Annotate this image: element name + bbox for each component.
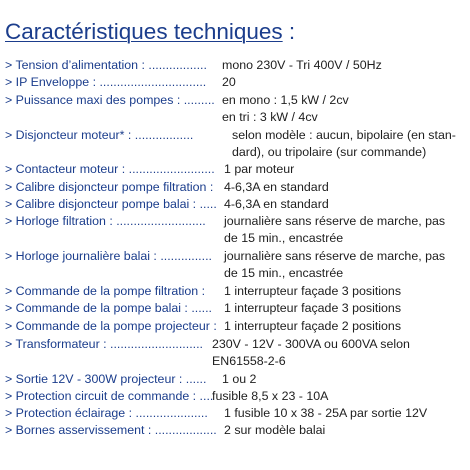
spec-value-line: 1 par moteur — [224, 162, 295, 176]
spec-value — [224, 161, 294, 178]
spec-label: > Disjoncteur moteur* : ................. — [5, 128, 194, 142]
spec-label: > Tension d’alimentation : ................. — [5, 58, 207, 72]
spec-value-line: 4-6,3A en standard — [224, 197, 329, 211]
spec-value — [224, 300, 401, 317]
spec-value-line: EN61558-2-6 — [212, 354, 286, 369]
title-text: Caractéristiques techniques — [5, 19, 283, 44]
spec-label: > Commande de la pompe balai : ...... — [5, 301, 212, 315]
spec-value-line: de 15 min., encastrée — [224, 266, 344, 281]
spec-label: > Transformateur : ........................... — [5, 337, 203, 351]
spec-label: > Commande de la pompe projecteur : — [5, 319, 217, 333]
spec-value — [224, 248, 445, 282]
spec-label: > Puissance maxi des pompes : ......... — [5, 93, 215, 107]
spec-label: > Sortie 12V - 300W projecteur : ...... — [5, 372, 207, 386]
spec-value — [224, 283, 401, 300]
spec-label: > Horloge journalière balai : ............... — [5, 249, 212, 263]
spec-value-line: 230V - 12V - 300VA ou 600VA selon — [212, 337, 410, 351]
spec-value-line: dard), ou tripolaire (sur commande) — [232, 145, 427, 160]
page-title — [5, 18, 465, 46]
spec-value-line: mono 230V - Tri 400V / 50Hz — [222, 58, 382, 72]
spec-value-line: 2 sur modèle balai — [224, 423, 326, 437]
spec-label: > Protection circuit de commande : .... — [5, 389, 214, 403]
spec-value — [212, 336, 410, 370]
spec-value — [224, 179, 329, 196]
spec-label: > Commande de la pompe filtration : — [5, 284, 206, 298]
spec-value — [232, 127, 456, 161]
spec-value-line: 4-6,3A en standard — [224, 180, 329, 194]
spec-value-line: 1 interrupteur façade 2 positions — [224, 319, 402, 333]
spec-value-line: 1 fusible 10 x 38 - 25A par sortie 12V — [224, 406, 428, 420]
spec-label: > Calibre disjoncteur pompe filtration : — [5, 180, 214, 194]
spec-label: > IP Enveloppe : ............................... — [5, 75, 207, 89]
spec-value-line: journalière sans réserve de marche, pas — [224, 249, 446, 263]
spec-value-line: en mono : 1,5 kW / 2cv — [222, 93, 349, 107]
spec-value — [212, 388, 328, 405]
spec-value-line: de 15 min., encastrée — [224, 231, 344, 246]
spec-value — [224, 318, 401, 335]
spec-value-line: fusible 8,5 x 23 - 10A — [212, 389, 329, 403]
spec-value-line: 20 — [222, 75, 236, 89]
spec-label: > Contacteur moteur : ......................... — [5, 162, 215, 176]
spec-value-line: en tri : 3 kW / 4cv — [222, 110, 318, 125]
spec-value — [224, 196, 329, 213]
spec-value — [224, 405, 427, 422]
spec-value-line: 1 interrupteur façade 3 positions — [224, 301, 402, 315]
spec-value — [222, 57, 382, 74]
spec-value-line: 1 interrupteur façade 3 positions — [224, 284, 402, 298]
spec-label: > Calibre disjoncteur pompe balai : ..... — [5, 197, 217, 211]
spec-value-line: 1 ou 2 — [222, 372, 257, 386]
spec-value — [222, 371, 256, 388]
spec-label: > Protection éclairage : ..................... — [5, 406, 208, 420]
spec-label: > Horloge filtration : .......................... — [5, 214, 206, 228]
spec-label: > Bornes asservissement : .................. — [5, 423, 217, 437]
spec-value — [222, 74, 236, 91]
spec-value-line: selon modèle : aucun, bipolaire (en stan- — [232, 128, 456, 142]
spec-value — [224, 422, 325, 439]
spec-value — [222, 92, 349, 126]
spec-value — [224, 213, 445, 247]
title-suffix: : — [282, 19, 296, 44]
spec-value-line: journalière sans réserve de marche, pas — [224, 214, 446, 228]
